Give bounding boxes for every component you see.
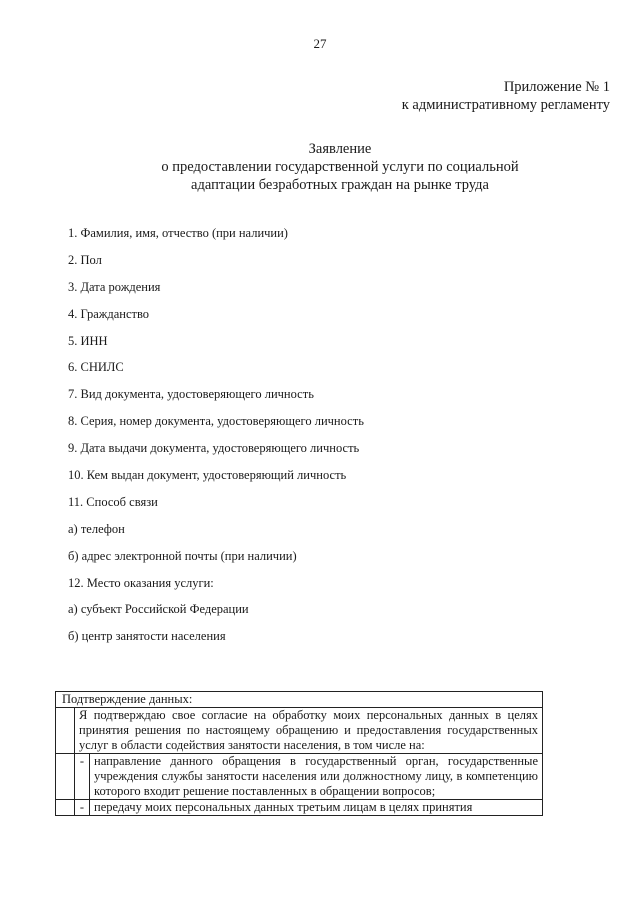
title-line-2: о предоставлении государственной услуги по социальной bbox=[161, 159, 519, 175]
field-employment-center: б) центр занятости населения bbox=[68, 629, 226, 644]
field-contact-email: б) адрес электронной почты (при наличии) bbox=[68, 548, 297, 563]
field-service-region: а) субъект Российской Федерации bbox=[68, 602, 249, 617]
field-contact-phone: а) телефон bbox=[68, 521, 125, 536]
field-id-document-issuer: 10. Кем выдан документ, удостоверяющий личность bbox=[68, 468, 347, 483]
consent-intro: Я подтверждаю свое согласие на обработку моих персональных данных в целях принятия решения по настоящему обращению и предоставления государственных услуг в области содействия занятости населения, в том числе на: bbox=[75, 708, 543, 754]
field-id-document-date: 9. Дата выдачи документа, удостоверяющего личность bbox=[68, 441, 360, 456]
consent-item-dash: - bbox=[75, 800, 90, 816]
consent-item-text: передачу моих персональных данных третьим лицам в целях принятия bbox=[90, 800, 543, 816]
field-full-name: 1. Фамилия, имя, отчество (при наличии) bbox=[68, 226, 288, 240]
title-line-1: Заявление bbox=[308, 141, 372, 157]
field-citizenship: 4. Гражданство bbox=[68, 306, 150, 321]
field-inn: 5. ИНН bbox=[68, 333, 108, 348]
page-number: 27 bbox=[313, 36, 327, 51]
field-birth-date: 3. Дата рождения bbox=[68, 279, 161, 294]
application-fields bbox=[68, 226, 568, 656]
appendix-line-1: Приложение № 1 bbox=[503, 79, 610, 95]
field-snils: 6. СНИЛС bbox=[68, 360, 124, 375]
appendix-line-2: к административному регламенту bbox=[401, 97, 610, 113]
field-sex: 2. Пол bbox=[68, 252, 102, 267]
title-line-3: адаптации безработных граждан на рынке труда bbox=[191, 177, 489, 193]
appendix-heading bbox=[402, 78, 610, 114]
field-id-document-number: 8. Серия, номер документа, удостоверяющего личность bbox=[68, 414, 364, 429]
consent-indent-cell bbox=[56, 708, 75, 754]
document-title bbox=[0, 140, 640, 194]
consent-table bbox=[55, 691, 543, 816]
consent-item-dash: - bbox=[75, 754, 90, 800]
consent-header: Подтверждение данных: bbox=[56, 692, 543, 708]
consent-indent-cell bbox=[56, 754, 75, 800]
consent-item-text: направление данного обращения в государственный орган, государственные учреждения службы занятости населения или должностному лицу, в компетенцию которого входит решение поставленных в обращении вопросов; bbox=[90, 754, 543, 800]
field-id-document-type: 7. Вид документа, удостоверяющего личность bbox=[68, 387, 314, 402]
field-contact-method: 11. Способ связи bbox=[68, 494, 158, 509]
consent-indent-cell bbox=[56, 800, 75, 816]
field-service-place: 12. Место оказания услуги: bbox=[68, 575, 214, 590]
